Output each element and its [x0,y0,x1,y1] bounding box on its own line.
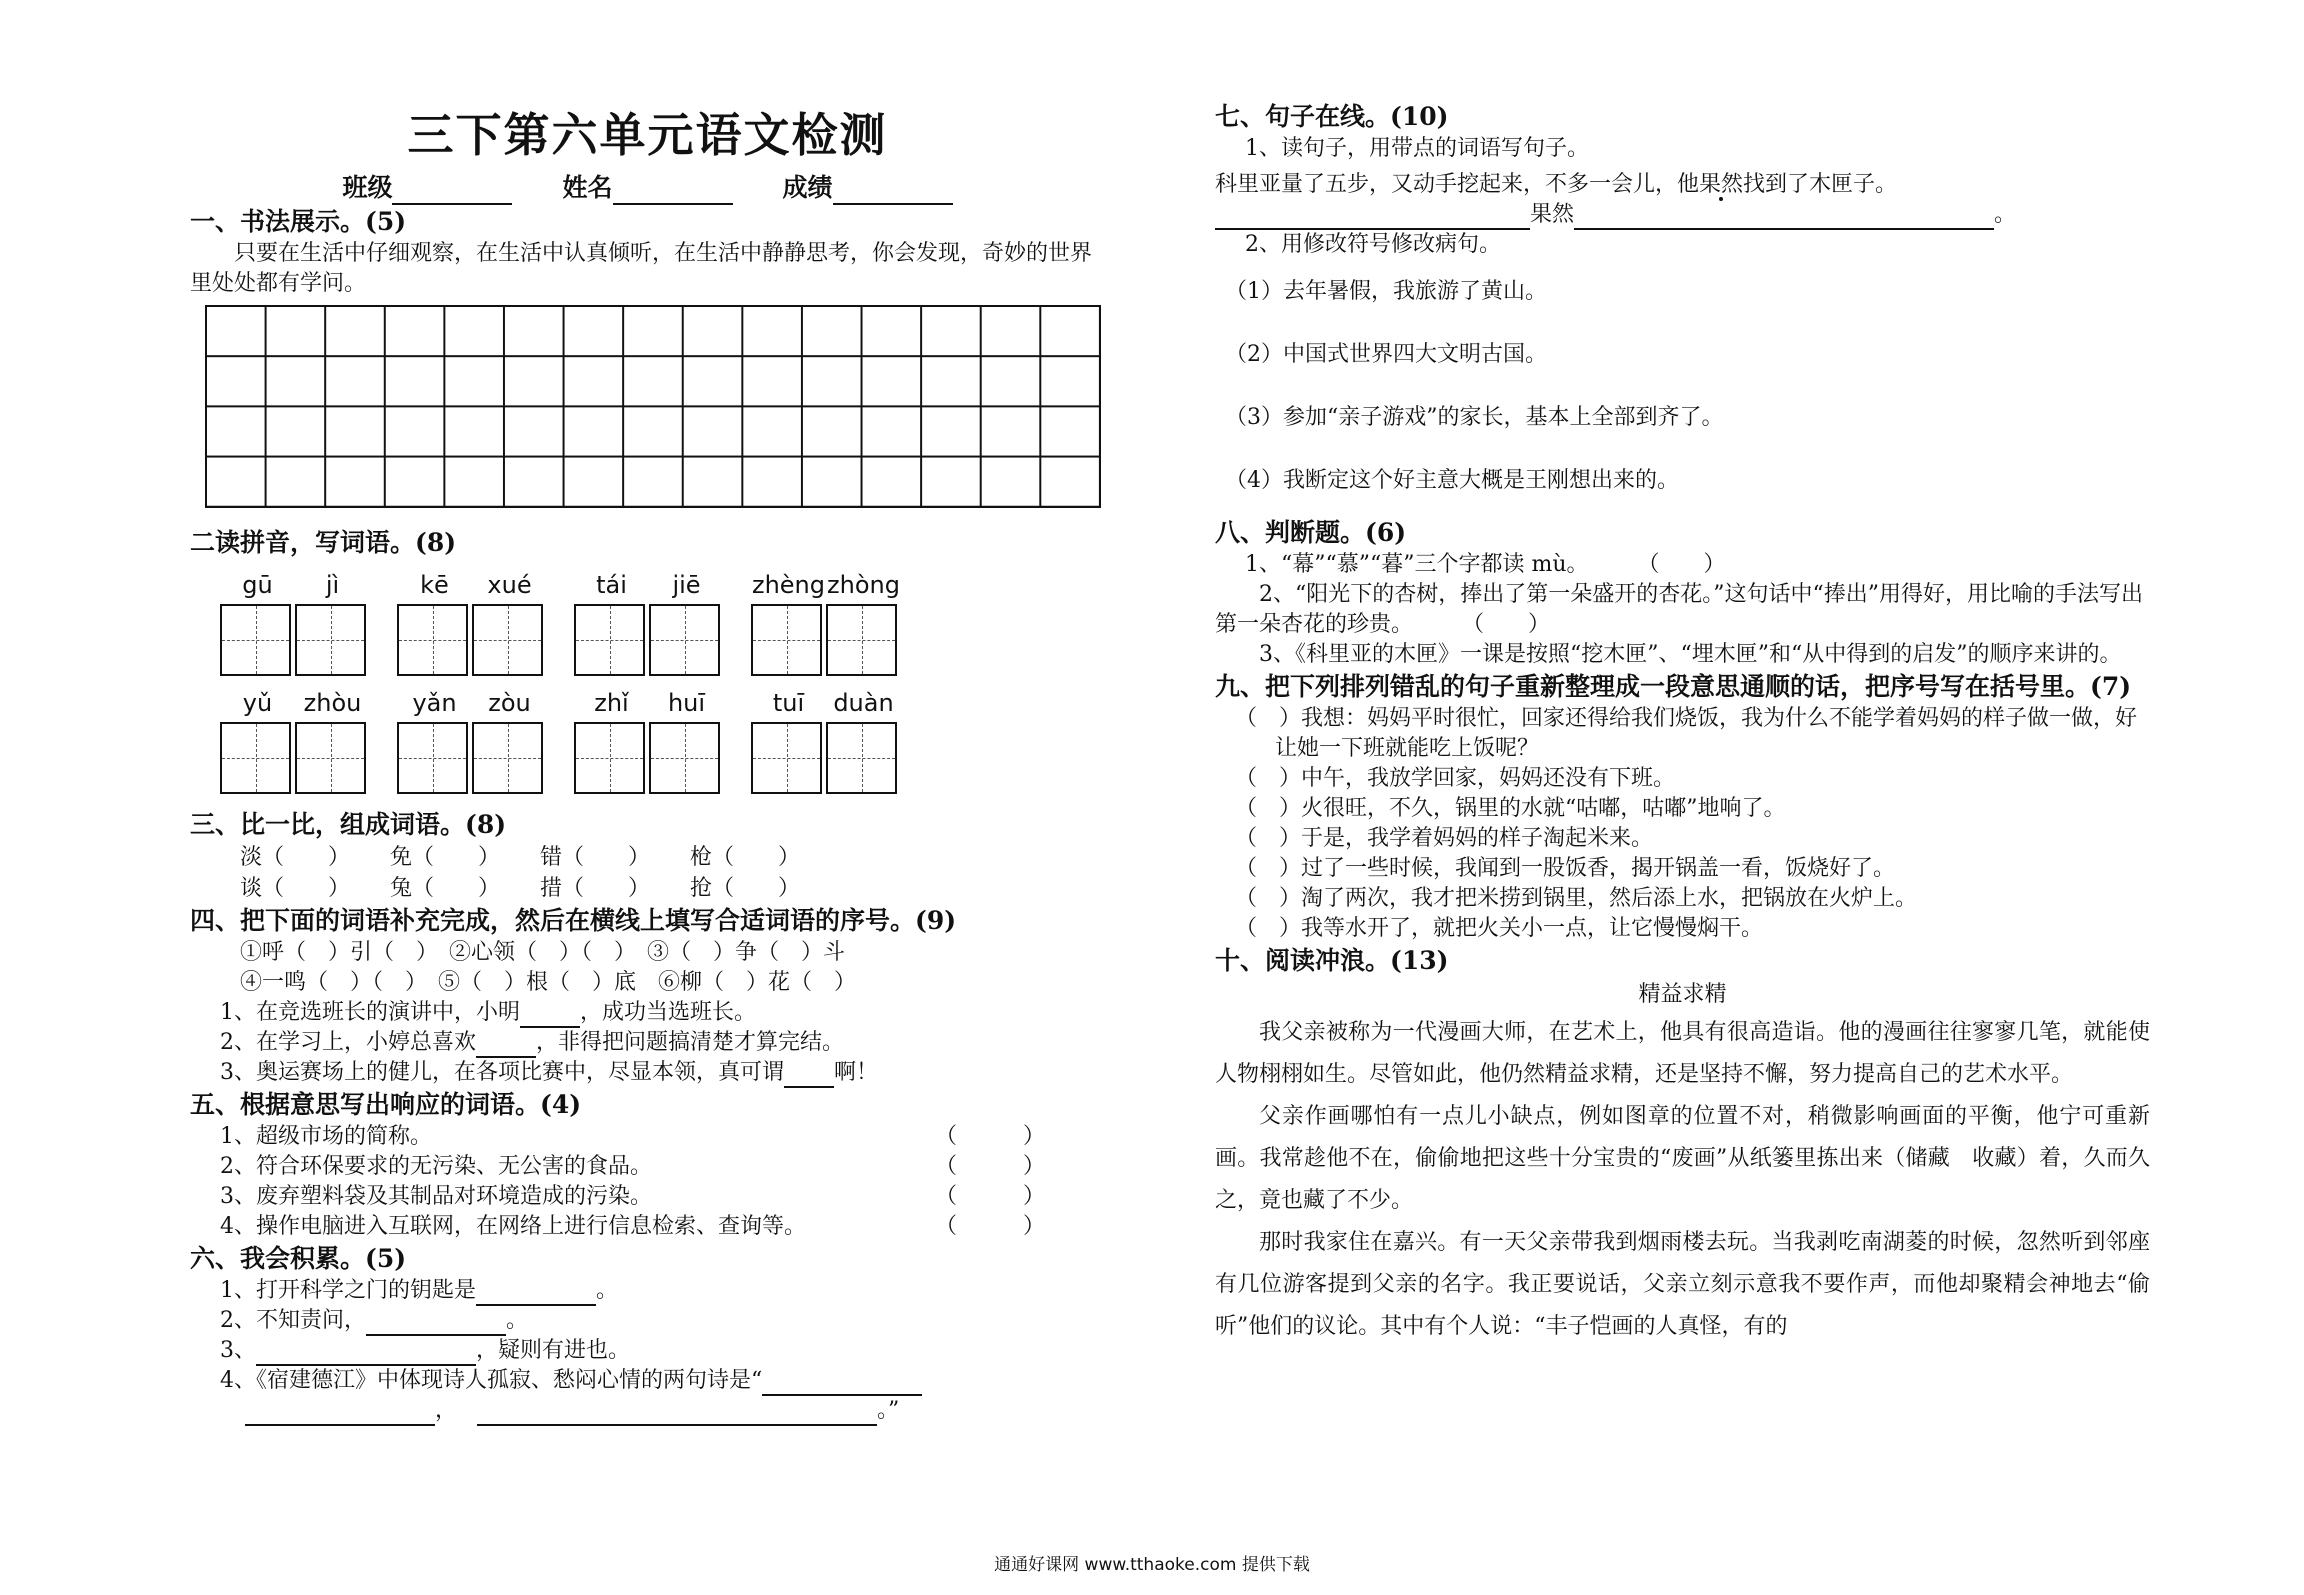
q-text: ，成功当选班长。 [580,1000,757,1025]
q-text: ，非得把问题搞清楚才算完结。 [536,1030,845,1055]
s6-q4-line2 [190,1396,1105,1426]
s7-item: （2）中国式世界四大文明古国。 [1225,342,1547,367]
answer-paren[interactable]: （ ） [1235,916,1302,941]
s9-item [1215,884,2150,914]
name-blank[interactable] [613,177,733,205]
q-text: 2、符合环保要求的无污染、无公害的食品。 [220,1154,652,1179]
s7-heading: 七、句子在线。(10) [1215,102,1449,131]
pinyin-word [574,566,724,676]
s9-heading: 九、把下列排列错乱的句子重新整理成一段意思通顺的话，把序号写在括号里。(7) [1215,672,2132,701]
q-text: 。 [506,1308,529,1333]
answer-blank[interactable] [520,1004,580,1028]
s7-item: （3）参加“亲子游戏”的家长，基本上全部到齐了。 [1225,405,1724,430]
pinyin-word [574,684,724,794]
pinyin: zòu [488,689,531,717]
s8-q3: 3、《科里亚的木匣》一课是按照“挖木匣”、“埋木匣”和“从中得到的启发”的顺序来讲的。 [1259,642,2122,667]
answer-paren[interactable]: （ ） [1235,766,1302,791]
compare-item: 错（ ） [540,845,651,870]
tianzi-box[interactable] [574,604,645,676]
pinyin: yǔ [242,689,273,717]
name-label: 姓名 [562,173,613,202]
pinyin: xué [487,571,532,599]
s9-item [1215,704,2150,764]
s5-heading: 五、根据意思写出响应的词语。(4) [190,1090,582,1119]
answer-blank[interactable] [477,1402,877,1426]
s2-heading: 二读拼音，写词语。(8) [190,528,457,557]
answer-paren[interactable]: （ ） [1648,552,1726,577]
answer-blank[interactable] [762,1372,922,1396]
story-paragraph: 那时我家住在嘉兴。有一天父亲带我到烟雨楼去玩。当我剥吃南湖菱的时候，忽然听到邻座有几位游客提到父亲的名字。我正要说话，父亲立刻示意我不要作声，而他却聚精会神地去“偷听”他们的议论。其中有个人说：“丰子恺画的人真怪，有的 [1215,1230,2150,1339]
pinyin-word [397,566,547,676]
class-label: 班级 [342,173,393,202]
q-text: 啊！ [834,1060,879,1085]
s7-sentence [1215,170,2150,200]
answer-paren[interactable]: （ ） [934,1154,1045,1179]
s8-heading: 八、判断题。(6) [1215,518,1407,547]
answer-paren[interactable]: （ ） [934,1184,1045,1209]
s6-q1 [190,1276,1105,1306]
pinyin: jiē [672,571,701,599]
s5-item [190,1212,1050,1242]
s8-q1 [1215,550,2150,580]
page-title: 三下第六单元语文检测 [407,108,888,162]
q-text: 2、“阳光下的杏树，捧出了第一朵盛开的杏花。”这句话中“捧出”用得好，用比喻的手法写出第一朵杏花的珍贵。 [1215,582,2143,637]
score-label: 成绩 [782,173,833,202]
pinyin: zhòng [827,571,900,599]
student-info [190,171,1105,205]
s9-item [1215,794,2150,824]
q-text: 1、打开科学之门的钥匙是 [220,1278,476,1303]
pinyin: zhǐ [594,689,629,717]
answer-blank[interactable] [366,1312,506,1336]
story-paragraph: 父亲作画哪怕有一点儿小缺点，例如图章的位置不对，稍微影响画面的平衡，他宁可重新画。我常趁他不在，偷偷地把这些十分宝贵的“废画”从纸篓里拣出来（储藏 收藏）着，久而久之，竟也藏了不少。 [1215,1104,2150,1213]
s6-heading: 六、我会积累。(5) [190,1244,407,1273]
tianzi-box[interactable] [220,722,291,794]
pinyin-word [220,684,370,794]
pinyin: huī [667,689,706,717]
s9-item [1215,764,2150,794]
pinyin: zhèng [751,571,826,599]
q-text: 科里亚量了五步，又动手挖起来，不多一会儿，他 [1215,172,1700,197]
s7-item: （1）去年暑假，我旅游了黄山。 [1225,279,1547,304]
compare-item: 措（ ） [540,876,651,901]
pinyin: duàn [833,689,894,717]
q-text: 火很旺，不久，锅里的水就“咕嘟，咕嘟”地响了。 [1301,796,1786,821]
q-text: 。 [596,1278,619,1303]
s4-idioms-2: ④一鸣（ ）（ ） ⑤（ ）根（ ）底 ⑥柳（ ）花（ ） [240,970,857,995]
answer-paren[interactable]: （ ） [1235,856,1302,881]
q-text: 4、《宿建德江》中体现诗人孤寂、愁闷心情的两句诗是“ [220,1368,763,1393]
calligraphy-grid[interactable] [205,305,1101,508]
q-text: 果然 [1530,202,1575,227]
tianzi-box[interactable] [397,604,468,676]
tianzi-box[interactable] [220,604,291,676]
s9-item [1215,914,2150,944]
compare-item: 枪（ ） [690,845,801,870]
q-text: 淘了两次，我才把米捞到锅里，然后添上水，把锅放在火炉上。 [1301,886,1918,911]
compare-item: 淡（ ） [240,845,351,870]
pinyin-word [751,684,901,794]
tianzi-box[interactable] [295,722,366,794]
tianzi-box[interactable] [472,722,543,794]
q-text: 。 [1994,202,2017,227]
s6-q4 [190,1366,1105,1396]
compare-item: 谈（ ） [240,876,351,901]
pinyin: yǎn [412,689,457,717]
s6-q2 [190,1306,1105,1336]
pinyin: kē [420,571,449,599]
s4-q1 [190,998,1105,1028]
s1-text: 只要在生活中仔细观察，在生活中认真倾听，在生活中静静思考，你会发现，奇妙的世界里处处都有学问。 [190,241,1093,296]
q-text: 。” [877,1398,900,1423]
answer-blank[interactable] [1215,206,1530,230]
answer-blank[interactable] [476,1282,596,1306]
q-text: 中午，我放学回家，妈妈还没有下班。 [1301,766,1676,791]
story-title: 精益求精 [1638,982,1727,1007]
s4-q3 [190,1058,1105,1088]
pinyin: gū [242,571,273,599]
q-text: 我等水开了，就把火关小一点，让它慢慢焖干。 [1301,916,1764,941]
page-footer: 通通好课网 www.tthaoke.com 提供下载 [994,1555,1310,1575]
s7-item: （4）我断定这个好主意大概是王刚想出来的。 [1225,468,1679,493]
tianzi-box[interactable] [751,604,822,676]
s8-q2 [1215,580,2150,640]
left-column [190,95,1105,1426]
s4-idioms-1: ①呼（ ）引（ ） ②心领（ ）（ ） ③（ ）争（ ）斗 [240,940,846,965]
s7-q2: 2、用修改符号修改病句。 [1245,232,1501,257]
pinyin-row-1 [220,566,1105,676]
class-blank[interactable] [392,177,512,205]
s7-write-line [1215,200,2150,230]
s5-item [190,1152,1050,1182]
pinyin: zhòu [303,689,362,717]
q-text: 2、不知责问， [220,1308,366,1333]
compare-item: 抢（ ） [690,876,801,901]
right-column [1215,100,2150,1348]
pinyin: jì [325,571,340,599]
score-blank[interactable] [833,177,953,205]
answer-paren[interactable]: （ ） [1235,796,1302,821]
q-text: 2、在学习上，小婷总喜欢 [220,1030,476,1055]
dotted-word: 果然 [1699,172,1744,197]
answer-paren[interactable]: （ ） [934,1214,1045,1239]
q-text: 3、奥运赛场上的健儿，在各项比赛中，尽显本领，真可谓 [220,1060,784,1085]
s3-heading: 三、比一比，组成词语。(8) [190,810,507,839]
s5-item [190,1122,1050,1152]
tianzi-box[interactable] [574,722,645,794]
answer-blank[interactable] [245,1402,435,1426]
s9-item [1215,824,2150,854]
tianzi-box[interactable] [295,604,366,676]
answer-blank[interactable] [784,1064,834,1088]
compare-item: 免（ ） [390,845,501,870]
compare-row-2 [240,873,1105,904]
pinyin: tái [596,571,627,599]
s10-heading: 十、阅读冲浪。(13) [1215,946,1449,975]
compare-item: 兔（ ） [390,876,501,901]
s5-item [190,1182,1050,1212]
q-text: 1、在竞选班长的演讲中，小明 [220,1000,520,1025]
s7-q1: 1、读句子，用带点的词语写句子。 [1245,136,1589,161]
q-text: 3、废弃塑料袋及其制品对环境造成的污染。 [220,1184,652,1209]
q-text: 1、“幕”“慕”“暮”三个字都读 mù。 [1245,552,1589,577]
q-text: 于是，我学着妈妈的样子淘起米来。 [1301,826,1654,851]
pinyin: tuī [772,689,805,717]
tianzi-box[interactable] [397,722,468,794]
s1-heading: 一、书法展示。(5) [190,207,407,236]
q-text: 1、超级市场的简称。 [220,1124,432,1149]
q-text: ， [435,1398,458,1423]
answer-paren[interactable]: （ ） [1235,886,1302,911]
s4-heading: 四、把下面的词语补充完成，然后在横线上填写合适词语的序号。(9) [190,906,957,935]
tianzi-box[interactable] [472,604,543,676]
answer-blank[interactable] [256,1342,476,1366]
answer-blank[interactable] [1574,206,1994,230]
answer-paren[interactable]: （ ） [1235,826,1302,851]
answer-blank[interactable] [476,1034,536,1058]
pinyin-word [397,684,547,794]
tianzi-box[interactable] [826,604,897,676]
compare-row-1 [240,842,1105,873]
pinyin-word [220,566,370,676]
q-text: ，疑则有进也。 [476,1338,631,1363]
q-text: 3、 [220,1338,256,1363]
s4-q2 [190,1028,1105,1058]
q-text: 找到了木匣子。 [1743,172,1898,197]
answer-paren[interactable]: （ ） [1235,706,1302,731]
answer-paren[interactable]: （ ） [1473,612,1551,637]
s9-item [1215,854,2150,884]
story-paragraph: 我父亲被称为一代漫画大师，在艺术上，他具有很高造诣。他的漫画往往寥寥几笔，就能使人物栩栩如生。尽管如此，他仍然精益求精，还是坚持不懈，努力提高自己的艺术水平。 [1215,1020,2150,1087]
q-text: 我想：妈妈平时很忙，回家还得给我们烧饭，我为什么不能学着妈妈的样子做一做，好让她一下班就能吃上饭呢？ [1275,706,2138,761]
answer-paren[interactable]: （ ） [934,1124,1045,1149]
s6-q3 [190,1336,1105,1366]
tianzi-box[interactable] [649,604,720,676]
pinyin-row-2 [220,684,1105,794]
q-text: 过了一些时候，我闻到一股饭香，揭开锅盖一看，饭烧好了。 [1301,856,1896,881]
tianzi-box[interactable] [649,722,720,794]
pinyin-word [751,566,901,676]
tianzi-box[interactable] [751,722,822,794]
q-text: 4、操作电脑进入互联网，在网络上进行信息检索、查询等。 [220,1214,806,1239]
tianzi-box[interactable] [826,722,897,794]
